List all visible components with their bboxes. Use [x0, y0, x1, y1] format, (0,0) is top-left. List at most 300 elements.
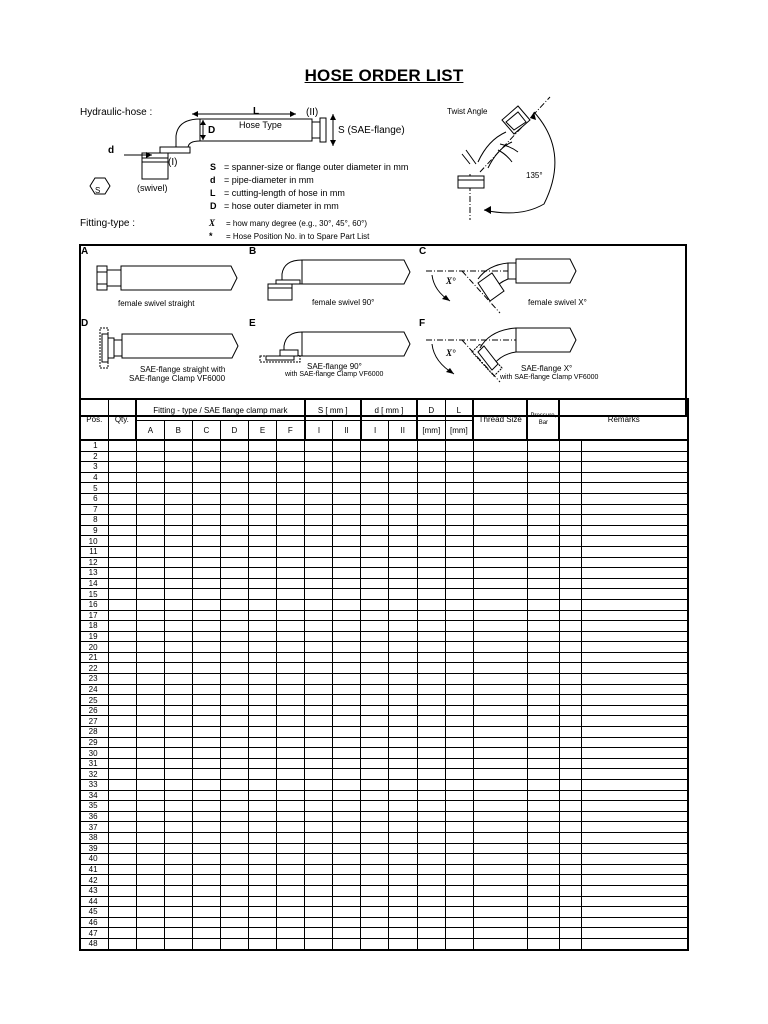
table-cell[interactable]	[136, 695, 164, 706]
table-cell[interactable]	[305, 536, 333, 547]
table-cell[interactable]	[559, 885, 581, 896]
table-cell[interactable]	[417, 896, 445, 907]
table-cell[interactable]	[445, 546, 473, 557]
table-cell[interactable]	[277, 928, 305, 939]
table-cell[interactable]	[220, 493, 248, 504]
table-cell[interactable]	[108, 536, 136, 547]
table-cell[interactable]	[581, 875, 688, 886]
table-cell[interactable]	[445, 748, 473, 759]
table-cell[interactable]	[305, 896, 333, 907]
table-cell[interactable]	[192, 885, 220, 896]
table-cell[interactable]	[164, 832, 192, 843]
table-cell[interactable]	[527, 843, 559, 854]
table-cell[interactable]	[192, 440, 220, 451]
table-cell[interactable]	[559, 493, 581, 504]
table-cell[interactable]	[136, 854, 164, 865]
table-cell[interactable]	[445, 483, 473, 494]
table-cell[interactable]	[361, 472, 389, 483]
table-cell[interactable]	[361, 515, 389, 526]
table-cell[interactable]	[361, 578, 389, 589]
table-cell[interactable]	[277, 536, 305, 547]
table-cell[interactable]	[277, 917, 305, 928]
table-cell[interactable]	[108, 493, 136, 504]
table-cell[interactable]	[559, 684, 581, 695]
table-cell[interactable]	[108, 705, 136, 716]
table-cell[interactable]	[417, 536, 445, 547]
table-cell[interactable]	[136, 525, 164, 536]
table-cell[interactable]	[333, 599, 361, 610]
table-cell[interactable]	[417, 504, 445, 515]
table-cell[interactable]	[581, 472, 688, 483]
table-cell[interactable]	[473, 483, 527, 494]
table-cell[interactable]	[527, 822, 559, 833]
table-cell[interactable]	[581, 896, 688, 907]
table-cell[interactable]	[417, 695, 445, 706]
table-cell[interactable]	[333, 684, 361, 695]
table-cell[interactable]	[164, 907, 192, 918]
table-cell[interactable]	[305, 663, 333, 674]
table-cell[interactable]	[136, 451, 164, 462]
table-cell[interactable]	[248, 917, 276, 928]
table-cell[interactable]	[581, 737, 688, 748]
table-cell[interactable]	[333, 515, 361, 526]
table-cell[interactable]	[192, 599, 220, 610]
table-cell[interactable]	[527, 525, 559, 536]
table-cell[interactable]	[361, 705, 389, 716]
table-cell[interactable]	[473, 472, 527, 483]
table-cell[interactable]	[305, 440, 333, 451]
table-cell[interactable]	[445, 864, 473, 875]
table-cell[interactable]	[559, 695, 581, 706]
table-cell[interactable]	[305, 610, 333, 621]
table-cell[interactable]	[389, 642, 417, 653]
table-cell[interactable]	[277, 748, 305, 759]
table-cell[interactable]	[333, 716, 361, 727]
table-cell[interactable]	[473, 642, 527, 653]
table-cell[interactable]	[473, 493, 527, 504]
table-cell[interactable]	[277, 801, 305, 812]
table-cell[interactable]	[445, 451, 473, 462]
table-cell[interactable]	[361, 716, 389, 727]
table-cell[interactable]	[389, 758, 417, 769]
table-cell[interactable]	[248, 472, 276, 483]
table-cell[interactable]	[527, 758, 559, 769]
table-cell[interactable]	[389, 536, 417, 547]
table-cell[interactable]	[581, 578, 688, 589]
table-cell[interactable]	[445, 769, 473, 780]
table-cell[interactable]	[136, 769, 164, 780]
table-cell[interactable]	[333, 695, 361, 706]
table-cell[interactable]	[136, 536, 164, 547]
table-cell[interactable]	[445, 907, 473, 918]
table-cell[interactable]	[192, 727, 220, 738]
table-cell[interactable]	[417, 854, 445, 865]
table-cell[interactable]	[445, 557, 473, 568]
table-cell[interactable]	[473, 896, 527, 907]
table-cell[interactable]	[333, 642, 361, 653]
table-cell[interactable]	[361, 568, 389, 579]
table-cell[interactable]	[445, 589, 473, 600]
table-cell[interactable]	[164, 758, 192, 769]
table-cell[interactable]	[248, 610, 276, 621]
table-cell[interactable]	[417, 631, 445, 642]
table-cell[interactable]	[305, 578, 333, 589]
table-cell[interactable]	[389, 790, 417, 801]
table-cell[interactable]	[164, 674, 192, 685]
table-cell[interactable]	[417, 811, 445, 822]
table-cell[interactable]	[305, 451, 333, 462]
table-cell[interactable]	[164, 621, 192, 632]
table-cell[interactable]	[220, 674, 248, 685]
table-cell[interactable]	[305, 811, 333, 822]
table-cell[interactable]	[277, 907, 305, 918]
table-cell[interactable]	[473, 568, 527, 579]
table-cell[interactable]	[136, 472, 164, 483]
table-cell[interactable]	[248, 515, 276, 526]
table-cell[interactable]	[164, 917, 192, 928]
table-cell[interactable]	[581, 769, 688, 780]
table-cell[interactable]	[136, 843, 164, 854]
table-cell[interactable]	[220, 610, 248, 621]
table-cell[interactable]	[277, 864, 305, 875]
table-cell[interactable]	[389, 917, 417, 928]
table-cell[interactable]	[277, 780, 305, 791]
table-cell[interactable]	[192, 907, 220, 918]
table-cell[interactable]	[220, 737, 248, 748]
table-cell[interactable]	[220, 928, 248, 939]
table-cell[interactable]	[581, 790, 688, 801]
table-cell[interactable]	[445, 875, 473, 886]
table-cell[interactable]	[527, 462, 559, 473]
table-cell[interactable]	[581, 938, 688, 949]
table-cell[interactable]	[527, 885, 559, 896]
table-cell[interactable]	[417, 589, 445, 600]
table-cell[interactable]	[389, 568, 417, 579]
table-cell[interactable]	[108, 621, 136, 632]
table-cell[interactable]	[527, 536, 559, 547]
table-cell[interactable]	[333, 748, 361, 759]
table-cell[interactable]	[417, 483, 445, 494]
table-cell[interactable]	[559, 610, 581, 621]
table-cell[interactable]	[445, 684, 473, 695]
table-cell[interactable]	[333, 811, 361, 822]
table-cell[interactable]	[108, 854, 136, 865]
table-cell[interactable]	[445, 504, 473, 515]
table-cell[interactable]	[277, 832, 305, 843]
table-cell[interactable]	[389, 885, 417, 896]
table-cell[interactable]	[248, 790, 276, 801]
table-cell[interactable]	[136, 642, 164, 653]
table-cell[interactable]	[248, 621, 276, 632]
table-cell[interactable]	[136, 674, 164, 685]
table-cell[interactable]	[136, 790, 164, 801]
table-cell[interactable]	[333, 885, 361, 896]
table-cell[interactable]	[473, 716, 527, 727]
table-cell[interactable]	[445, 758, 473, 769]
table-cell[interactable]	[220, 801, 248, 812]
table-cell[interactable]	[333, 917, 361, 928]
table-cell[interactable]	[136, 462, 164, 473]
table-cell[interactable]	[192, 758, 220, 769]
table-cell[interactable]	[445, 663, 473, 674]
table-cell[interactable]	[559, 811, 581, 822]
table-cell[interactable]	[527, 896, 559, 907]
table-cell[interactable]	[473, 451, 527, 462]
table-cell[interactable]	[277, 557, 305, 568]
table-cell[interactable]	[559, 631, 581, 642]
table-cell[interactable]	[305, 801, 333, 812]
table-cell[interactable]	[473, 589, 527, 600]
table-cell[interactable]	[473, 504, 527, 515]
table-cell[interactable]	[581, 504, 688, 515]
table-cell[interactable]	[136, 907, 164, 918]
table-cell[interactable]	[305, 568, 333, 579]
table-cell[interactable]	[559, 589, 581, 600]
table-cell[interactable]	[277, 652, 305, 663]
table-cell[interactable]	[333, 801, 361, 812]
table-cell[interactable]	[136, 652, 164, 663]
table-cell[interactable]	[527, 790, 559, 801]
table-cell[interactable]	[417, 578, 445, 589]
table-cell[interactable]	[305, 546, 333, 557]
table-cell[interactable]	[248, 843, 276, 854]
table-cell[interactable]	[248, 801, 276, 812]
table-cell[interactable]	[527, 515, 559, 526]
table-cell[interactable]	[417, 790, 445, 801]
table-cell[interactable]	[333, 472, 361, 483]
table-cell[interactable]	[108, 546, 136, 557]
table-cell[interactable]	[389, 737, 417, 748]
table-cell[interactable]	[164, 780, 192, 791]
table-cell[interactable]	[559, 578, 581, 589]
table-cell[interactable]	[220, 832, 248, 843]
table-cell[interactable]	[527, 938, 559, 949]
table-cell[interactable]	[108, 472, 136, 483]
table-cell[interactable]	[164, 811, 192, 822]
table-cell[interactable]	[305, 769, 333, 780]
table-cell[interactable]	[527, 864, 559, 875]
table-cell[interactable]	[248, 557, 276, 568]
table-cell[interactable]	[220, 885, 248, 896]
table-cell[interactable]	[136, 896, 164, 907]
table-cell[interactable]	[333, 493, 361, 504]
table-cell[interactable]	[361, 504, 389, 515]
table-cell[interactable]	[473, 727, 527, 738]
table-cell[interactable]	[417, 716, 445, 727]
table-cell[interactable]	[473, 811, 527, 822]
table-cell[interactable]	[581, 684, 688, 695]
table-cell[interactable]	[108, 811, 136, 822]
table-cell[interactable]	[527, 631, 559, 642]
table-cell[interactable]	[333, 907, 361, 918]
table-cell[interactable]	[473, 917, 527, 928]
table-cell[interactable]	[473, 674, 527, 685]
table-cell[interactable]	[164, 493, 192, 504]
table-cell[interactable]	[220, 642, 248, 653]
table-cell[interactable]	[559, 568, 581, 579]
table-cell[interactable]	[305, 705, 333, 716]
table-cell[interactable]	[192, 674, 220, 685]
table-cell[interactable]	[417, 599, 445, 610]
table-cell[interactable]	[389, 525, 417, 536]
table-cell[interactable]	[248, 716, 276, 727]
table-cell[interactable]	[361, 832, 389, 843]
table-cell[interactable]	[361, 864, 389, 875]
table-cell[interactable]	[527, 695, 559, 706]
table-cell[interactable]	[192, 546, 220, 557]
table-cell[interactable]	[220, 536, 248, 547]
table-cell[interactable]	[333, 928, 361, 939]
table-cell[interactable]	[192, 854, 220, 865]
table-cell[interactable]	[305, 864, 333, 875]
table-cell[interactable]	[108, 875, 136, 886]
table-cell[interactable]	[136, 938, 164, 949]
table-cell[interactable]	[164, 451, 192, 462]
table-cell[interactable]	[164, 578, 192, 589]
table-cell[interactable]	[277, 790, 305, 801]
table-cell[interactable]	[277, 610, 305, 621]
table-cell[interactable]	[108, 568, 136, 579]
table-cell[interactable]	[559, 769, 581, 780]
table-cell[interactable]	[559, 938, 581, 949]
table-cell[interactable]	[164, 546, 192, 557]
table-cell[interactable]	[417, 546, 445, 557]
table-cell[interactable]	[220, 907, 248, 918]
table-cell[interactable]	[361, 811, 389, 822]
table-cell[interactable]	[581, 705, 688, 716]
table-cell[interactable]	[164, 748, 192, 759]
table-cell[interactable]	[389, 674, 417, 685]
table-cell[interactable]	[192, 896, 220, 907]
table-cell[interactable]	[108, 907, 136, 918]
table-cell[interactable]	[559, 875, 581, 886]
table-cell[interactable]	[108, 663, 136, 674]
table-cell[interactable]	[277, 568, 305, 579]
table-cell[interactable]	[192, 938, 220, 949]
table-cell[interactable]	[581, 483, 688, 494]
table-cell[interactable]	[527, 440, 559, 451]
table-cell[interactable]	[473, 684, 527, 695]
table-cell[interactable]	[305, 758, 333, 769]
table-cell[interactable]	[581, 758, 688, 769]
table-cell[interactable]	[559, 451, 581, 462]
table-cell[interactable]	[277, 589, 305, 600]
table-cell[interactable]	[108, 843, 136, 854]
table-cell[interactable]	[333, 578, 361, 589]
table-cell[interactable]	[305, 885, 333, 896]
table-cell[interactable]	[361, 621, 389, 632]
table-cell[interactable]	[559, 832, 581, 843]
table-cell[interactable]	[445, 790, 473, 801]
table-cell[interactable]	[389, 610, 417, 621]
table-cell[interactable]	[220, 462, 248, 473]
table-cell[interactable]	[164, 684, 192, 695]
table-cell[interactable]	[473, 525, 527, 536]
table-cell[interactable]	[220, 515, 248, 526]
table-cell[interactable]	[192, 504, 220, 515]
table-cell[interactable]	[389, 451, 417, 462]
table-cell[interactable]	[417, 737, 445, 748]
table-cell[interactable]	[164, 896, 192, 907]
table-cell[interactable]	[220, 854, 248, 865]
table-cell[interactable]	[164, 822, 192, 833]
table-cell[interactable]	[361, 917, 389, 928]
table-cell[interactable]	[305, 631, 333, 642]
table-cell[interactable]	[136, 663, 164, 674]
table-cell[interactable]	[192, 536, 220, 547]
table-cell[interactable]	[361, 536, 389, 547]
table-cell[interactable]	[277, 546, 305, 557]
table-cell[interactable]	[220, 748, 248, 759]
table-cell[interactable]	[389, 938, 417, 949]
table-cell[interactable]	[108, 504, 136, 515]
table-cell[interactable]	[417, 515, 445, 526]
table-cell[interactable]	[108, 684, 136, 695]
table-cell[interactable]	[473, 780, 527, 791]
table-cell[interactable]	[417, 769, 445, 780]
table-cell[interactable]	[445, 525, 473, 536]
table-cell[interactable]	[248, 663, 276, 674]
table-cell[interactable]	[248, 493, 276, 504]
table-cell[interactable]	[136, 684, 164, 695]
table-cell[interactable]	[559, 917, 581, 928]
table-cell[interactable]	[305, 917, 333, 928]
table-cell[interactable]	[220, 652, 248, 663]
table-cell[interactable]	[277, 504, 305, 515]
table-cell[interactable]	[389, 578, 417, 589]
table-cell[interactable]	[108, 832, 136, 843]
table-cell[interactable]	[473, 843, 527, 854]
table-cell[interactable]	[473, 695, 527, 706]
table-cell[interactable]	[527, 716, 559, 727]
table-cell[interactable]	[581, 695, 688, 706]
table-cell[interactable]	[559, 674, 581, 685]
table-cell[interactable]	[220, 843, 248, 854]
table-cell[interactable]	[248, 589, 276, 600]
table-cell[interactable]	[559, 790, 581, 801]
table-cell[interactable]	[220, 557, 248, 568]
table-cell[interactable]	[527, 642, 559, 653]
table-cell[interactable]	[333, 631, 361, 642]
table-cell[interactable]	[333, 737, 361, 748]
table-cell[interactable]	[417, 780, 445, 791]
table-cell[interactable]	[248, 885, 276, 896]
table-cell[interactable]	[445, 695, 473, 706]
table-cell[interactable]	[136, 578, 164, 589]
table-cell[interactable]	[305, 695, 333, 706]
table-cell[interactable]	[305, 875, 333, 886]
table-cell[interactable]	[581, 462, 688, 473]
table-cell[interactable]	[305, 589, 333, 600]
table-cell[interactable]	[220, 769, 248, 780]
table-cell[interactable]	[581, 631, 688, 642]
table-cell[interactable]	[361, 642, 389, 653]
table-cell[interactable]	[248, 440, 276, 451]
table-cell[interactable]	[192, 462, 220, 473]
table-cell[interactable]	[527, 483, 559, 494]
table-cell[interactable]	[581, 811, 688, 822]
table-cell[interactable]	[445, 843, 473, 854]
table-cell[interactable]	[248, 907, 276, 918]
table-cell[interactable]	[192, 780, 220, 791]
table-cell[interactable]	[305, 504, 333, 515]
table-cell[interactable]	[559, 546, 581, 557]
table-cell[interactable]	[220, 546, 248, 557]
table-cell[interactable]	[192, 811, 220, 822]
table-cell[interactable]	[581, 854, 688, 865]
table-cell[interactable]	[333, 621, 361, 632]
table-cell[interactable]	[581, 557, 688, 568]
